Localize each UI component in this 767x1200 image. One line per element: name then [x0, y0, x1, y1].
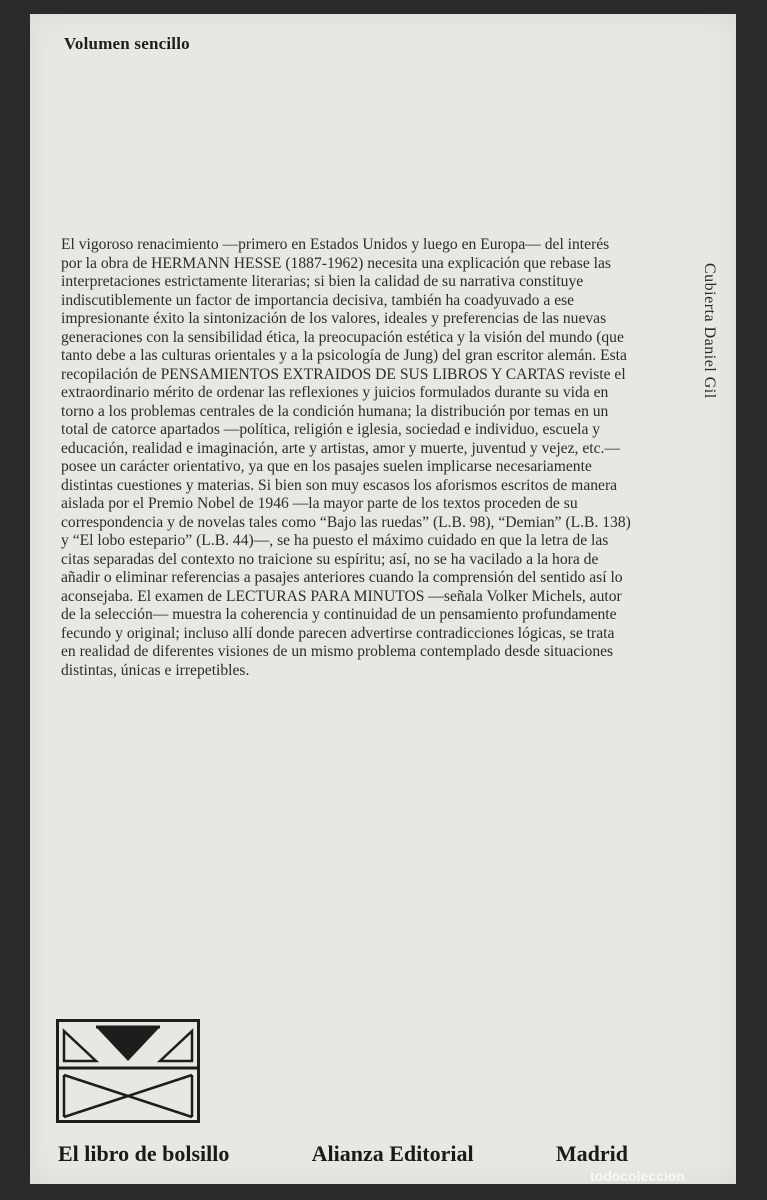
blurb-part-4: —señala Volker Michels, autor de la selección— muestra la coherencia y continuidad de un pensamiento profundamente fecundo y original; incluso allí donde parecen advertirse contradicciones lógicas, se trata en realidad de diferentes visiones de un mismo problema contemplado desde situaciones distintas, únicas e irrepetibles.: [61, 587, 622, 679]
blurb-part-1: El vigoroso renacimiento —primero en Estados Unidos y luego en Europa— del interés por la obra de: [61, 236, 610, 272]
blurb-text: [61, 236, 631, 680]
watermark: todocoleccion: [590, 1168, 685, 1184]
collection-name: El libro de bolsillo: [58, 1141, 230, 1166]
publisher-city: Madrid: [555, 1141, 628, 1166]
alianza-logo-icon: [56, 1019, 200, 1123]
series-label: Volumen sencillo: [64, 34, 190, 53]
book-title: PENSAMIENTOS EXTRAIDOS DE SUS LIBROS Y CARTAS: [160, 365, 566, 383]
collection-title: LECTURAS PARA MINUTOS: [225, 587, 425, 605]
blurb-part-2: (1887-1962) necesita una explicación que rebase las interpretaciones estrictamente literarias; si bien la calidad de su narrativa constituye indiscutiblemente un factor de importancia decisiva, también ha coadyuvado a ese impresionante éxito la sintonización de los valores, ideales y preferencias de las nuevas generaciones con la sensibilidad ética, la preocupación estética y la visión del mundo (que tanto debe a las culturas orientales y a la psicología de Jung) del gran escritor alemán. Esta recopilación de: [61, 254, 627, 383]
cover-credit: Cubierta Daniel Gil: [701, 263, 718, 399]
author-name: HERMANN HESSE: [151, 254, 282, 272]
publisher-footer: [58, 1141, 628, 1167]
blurb-part-3: reviste el extraordinario mérito de ordenar las reflexiones y juicios formulados durante su vida en torno a los problemas centrales de la condición humana; la distribución por temas en un total de catorce apartados —política, religión e iglesia, sociedad e individuo, escuela y educación, realidad e imaginación, arte y artistas, amor y muerte, juventud y vejez, etc.— posee un carácter orientativo, ya que en los pasajes suelen implicarse necesariamente distintas cuestiones y materias. Si bien son muy escasos los aforismos escritos de manera aislada por el Premio Nobel de 1946 —la mayor parte de los textos proceden de su correspondencia y de novelas tales como “Bajo las ruedas” (L.B. 98), “Demian” (L.B. 138) y “El lobo estepario” (L.B. 44)—, se ha puesto el máximo cuidado en que la letra de las citas separadas del contexto no traicione su espíritu; así, no se ha vacilado a la hora de añadir o eliminar referencias a pasajes anteriores cuando la comprensión del sentido así lo aconsejaba. El examen de: [61, 365, 631, 605]
book-back-cover: [30, 14, 736, 1184]
publisher-name: Alianza Editorial: [311, 1141, 474, 1166]
blurb-paragraph: [61, 236, 631, 680]
